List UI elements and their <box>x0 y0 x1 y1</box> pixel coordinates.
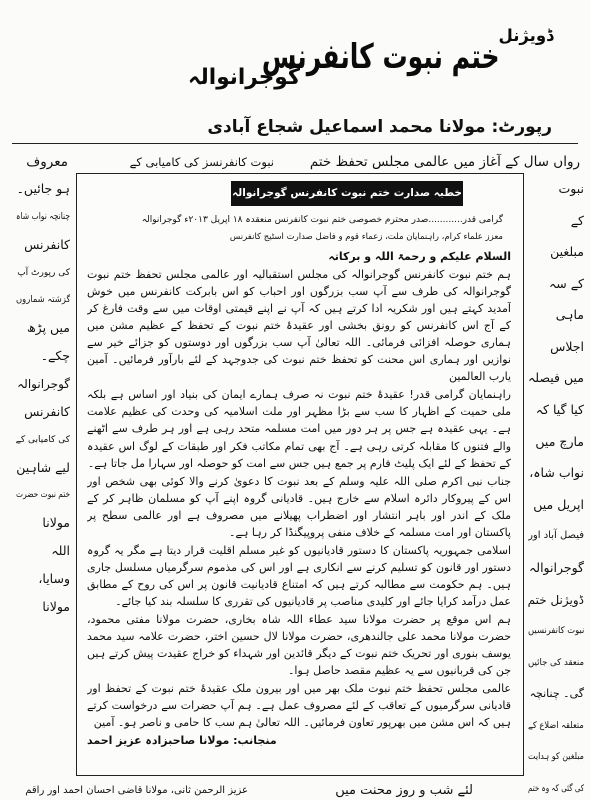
left-column-line <box>16 403 70 421</box>
address-box <box>76 173 524 776</box>
left-column-text: میں پڑھ <box>26 320 70 336</box>
right-column-text: مبلغین <box>550 244 584 260</box>
right-column-line <box>528 591 584 609</box>
left-column-line <box>16 459 70 477</box>
headline-suffix-text: گوجرانوالہ <box>188 65 300 90</box>
right-column-line <box>528 654 584 672</box>
right-column-text: منعقد کی جائیں <box>528 657 584 668</box>
right-column-text: متعلقہ اضلاع کے <box>528 720 584 731</box>
right-column-line <box>528 275 584 293</box>
left-column-text: مولانا <box>42 515 70 531</box>
headline-main-text: ختم نبوت کانفرنس <box>262 37 500 77</box>
intro-right <box>282 152 580 172</box>
right-column-text: اجلاس <box>550 338 584 354</box>
right-column-text: ڈویژنل ختم <box>528 592 584 607</box>
left-column-text: گوجرانوالہ <box>17 377 70 392</box>
right-column-text: مارچ میں <box>535 433 584 449</box>
intro-middle-text: نبوت کانفرنسز کی کامیابی کے <box>129 155 274 169</box>
address-paragraph: جناب نبی اکرم صلی اللہ علیہ وسلم کے بعد نبوت کا دعویٰ کرنے والا کوئی بھی شخص اور اس کے پیروکار دائرہ اسلام سے خارج ہیں۔ قادیانی گروہ اپنے آپ کو مسلمان ظاہر کر کے ملک کے اندر اور باہر انتشار اور اضطراب پھیلانے میں مصروف ہے اور عالمی سطح پر پاکستان اور امت مسلمہ کے خلاف منفی پروپیگنڈا کر رہا ہے۔ <box>87 474 511 539</box>
left-column-line <box>16 208 70 226</box>
left-column-text: ختم نبوت حضرت <box>16 490 70 501</box>
byline-rule <box>12 143 578 144</box>
headline-prefix <box>498 14 554 58</box>
address-paragraph: ہم اس موقع پر حضرت مولانا سید عطاء اللہ شاہ بخاری، حضرت مولانا مفتی محمود، حضرت مولانا محمد علی جالندھری، حضرت مولانا لال حسین اختر، حضرت علامہ سید محمد یوسف بنوری اور تحریک ختم نبوت کے دیگر قائدین اور شہداء کو خراج عقیدت پیش کرتے ہیں جن کی قربانیوں سے یہ عظیم مقصد حاصل ہوا۔ <box>87 612 511 678</box>
footer-left-text: عزیز الرحمن ثانی، مولانا قاضی احسان احمد اور راقم <box>25 785 248 796</box>
left-column-line <box>16 291 70 309</box>
address-body <box>87 248 511 768</box>
left-column-text: گزشتہ شماروں <box>16 295 70 306</box>
right-column-text: اپریل میں <box>533 496 584 512</box>
right-column-text: کے <box>570 212 584 228</box>
left-column-line <box>16 180 70 198</box>
left-column-line <box>16 236 70 254</box>
intro-left <box>18 152 68 172</box>
left-column-text: کانفرنس <box>24 403 70 419</box>
footer-right-text: لئے شب و روز محنت میں <box>335 783 473 798</box>
address-audience <box>227 229 503 245</box>
right-column-line <box>528 401 584 419</box>
intro-right-text: رواں سال کے آغاز میں عالمی مجلس تحفظ ختم <box>309 154 580 170</box>
left-column-line <box>16 542 70 560</box>
address-salutation-text: گرامی قدر............صدر محترم خصوصی ختم نبوت کانفرنس منعقدہ ۱۸ اپریل ۲۰۱۳ء گوجرانوالہ <box>141 215 503 225</box>
right-column-text: کے سہ <box>548 275 584 291</box>
right-column-line <box>528 306 584 324</box>
intro-left-text: معروف <box>26 154 68 170</box>
right-column-text: میں فیصلہ <box>528 370 584 386</box>
right-column-line <box>528 559 584 577</box>
right-column-line <box>528 369 584 387</box>
right-column-text: نواب شاہ، <box>529 465 584 481</box>
footer-left <box>16 782 248 799</box>
left-column-text: ہو جائیں۔ <box>16 181 70 196</box>
left-column-text: کی رپورٹ آپ <box>17 267 70 278</box>
left-column-text: کانفرنس <box>24 236 70 252</box>
right-column-line <box>528 496 584 514</box>
right-column-line <box>528 433 584 451</box>
address-paragraph: عالمی مجلس تحفظ ختم نبوت ملک بھر میں اور بیرون ملک عقیدۂ ختم نبوت کے تحفظ اور قادیانی سرگرمیوں کے تعاقب کے لئے مصروف عمل ہے۔ ہم آپ حضرات سے درخواست کرتے ہیں کہ اس مشن میں بھرپور تعاون فرمائیں۔ اللہ تعالیٰ ہم سب کا حامی و ناصر ہو۔ آمین <box>87 682 511 730</box>
byline <box>160 114 552 140</box>
headline-prefix-text: ڈویژنل <box>498 26 554 45</box>
left-column-line <box>16 347 70 365</box>
address-box-title <box>231 181 463 206</box>
left-column-line <box>16 598 70 616</box>
intro-middle <box>128 152 274 172</box>
right-column-text: ماہی <box>555 307 584 323</box>
address-paragraph: ہم ختم نبوت کانفرنس گوجرانوالہ کی مجلس استقبالیہ اور عالمی مجلس تحفظ ختم نبوت گوجرانوالہ کی طرف سے آپ سب بزرگوں اور احباب کو اس بابرکت کانفرنس میں خوش آمدید کہتے ہیں اور شکریہ ادا کرتے ہیں کہ آپ نے اپنے قیمتی اوقات میں سے وقت فارغ کر کے آج اس کانفرنس کو رونق بخشی اور عقیدۂ ختم نبوت کے تحفظ کے عظیم مشن میں ہماری حوصلہ افزائی فرمائی۔ اللہ تعالیٰ آپ سب بزرگوں اور دوستوں کو جزائے خیر سے نوازیں اور ہماری اس محنت کو تحفظ ختم نبوت کی جدوجہد کے لئے بارآور فرمائیں۔ آمین یارب العالمین <box>87 268 511 384</box>
address-paragraph: السلام علیکم و رحمۃ اللہ و برکاتہ <box>328 250 511 263</box>
left-column-line <box>16 431 70 449</box>
address-salutation <box>137 212 503 228</box>
left-column-text: لیے شاہین <box>16 459 70 475</box>
footer-right <box>278 782 473 799</box>
address-box-title-text: خطبہ صدارت ختم نبوت کانفرنس گوجرانوالہ <box>232 187 462 199</box>
left-column-text: مولانا <box>42 598 70 614</box>
right-column-text: کی گئی کہ وہ ختم <box>528 783 584 794</box>
headline-suffix <box>188 52 300 104</box>
right-column-text: گی۔ چنانچہ <box>529 687 584 701</box>
right-column-text: فیصل آباد اور <box>528 530 584 542</box>
right-column-line <box>528 527 584 545</box>
left-column-line <box>16 486 70 504</box>
right-column-line <box>528 243 584 261</box>
left-column-text: وسایا، <box>38 571 70 587</box>
address-paragraph: اسلامی جمہوریہ پاکستان کا دستور قادیانیوں کو غیر مسلم اقلیت قرار دیتا ہے مگر یہ گروہ دستور اور قانون کو تسلیم کرنے سے انکاری ہے اور اس کی مذموم سرگرمیاں مسلسل جاری ہیں۔ ہم حکومت سے مطالبہ کرتے ہیں کہ امتناع قادیانیت قانون پر اس کی روح کے مطابق عمل درآمد کرایا جائے اور کلیدی مناصب پر قادیانیوں کی تقرری کا سلسلہ بند کیا جائے۔ <box>87 543 511 608</box>
address-paragraph: راہنمایان گرامی قدر! عقیدۂ ختم نبوت نہ صرف ہمارے ایمان کی بنیاد اور اساس ہے بلکہ ملی حمیت کے اظہار کا سب سے بڑا مظہر اور ملت اسلامیہ کی وحدت کی عظیم علامت ہے۔ یہی عقیدہ ہے جس پر ہر دور میں امت مسلمہ متحد رہی ہے اور ہر طرف سے اٹھنے والے فتنوں کا مقابلہ کرتی رہی ہے۔ آج بھی تمام مکاتب فکر اور طبقات کے لوگ اس عقیدہ کے تحفظ کے لئے ایک پلیٹ فارم پر جمع ہیں جس سے امت کو حوصلہ اور سہارا مل جاتا ہے۔ <box>87 388 511 470</box>
right-column-line <box>528 717 584 735</box>
left-column <box>16 180 70 616</box>
right-column-line <box>528 748 584 766</box>
right-column <box>528 180 584 798</box>
right-column-line <box>528 622 584 640</box>
right-column-line <box>528 464 584 482</box>
address-audience-text: معزز علماء کرام، راہنمایان ملت، زعماء قوم و فاضل صدارت اسٹیج کانفرنس <box>229 232 503 242</box>
right-column-line <box>528 338 584 356</box>
left-column-line <box>16 570 70 588</box>
right-column-text: کیا گیا کہ <box>535 402 584 418</box>
right-column-line <box>528 212 584 230</box>
left-column-line <box>16 319 70 337</box>
left-column-text: کی کامیابی کے <box>16 434 70 445</box>
left-column-text: چنانچہ نواب شاہ <box>16 211 70 222</box>
left-column-text: اللہ <box>51 543 70 559</box>
byline-text: رپورٹ: مولانا محمد اسماعیل شجاع آبادی <box>207 117 552 137</box>
left-column-text: چکے۔ <box>40 348 70 364</box>
right-column-line <box>528 685 584 703</box>
left-column-line <box>16 375 70 393</box>
right-column-line <box>528 780 584 798</box>
right-column-text: مبلغین کو ہدایت <box>528 752 584 763</box>
left-column-line <box>16 264 70 282</box>
address-signature: منجانب: مولانا صاحبزادہ عزیز احمد <box>87 734 277 748</box>
right-column-text: نبوت کانفرنسیں <box>528 626 584 637</box>
right-column-line <box>528 180 584 198</box>
right-column-text: گوجرانوالہ <box>528 559 584 575</box>
right-column-text: نبوت <box>558 181 584 196</box>
left-column-line <box>16 514 70 532</box>
